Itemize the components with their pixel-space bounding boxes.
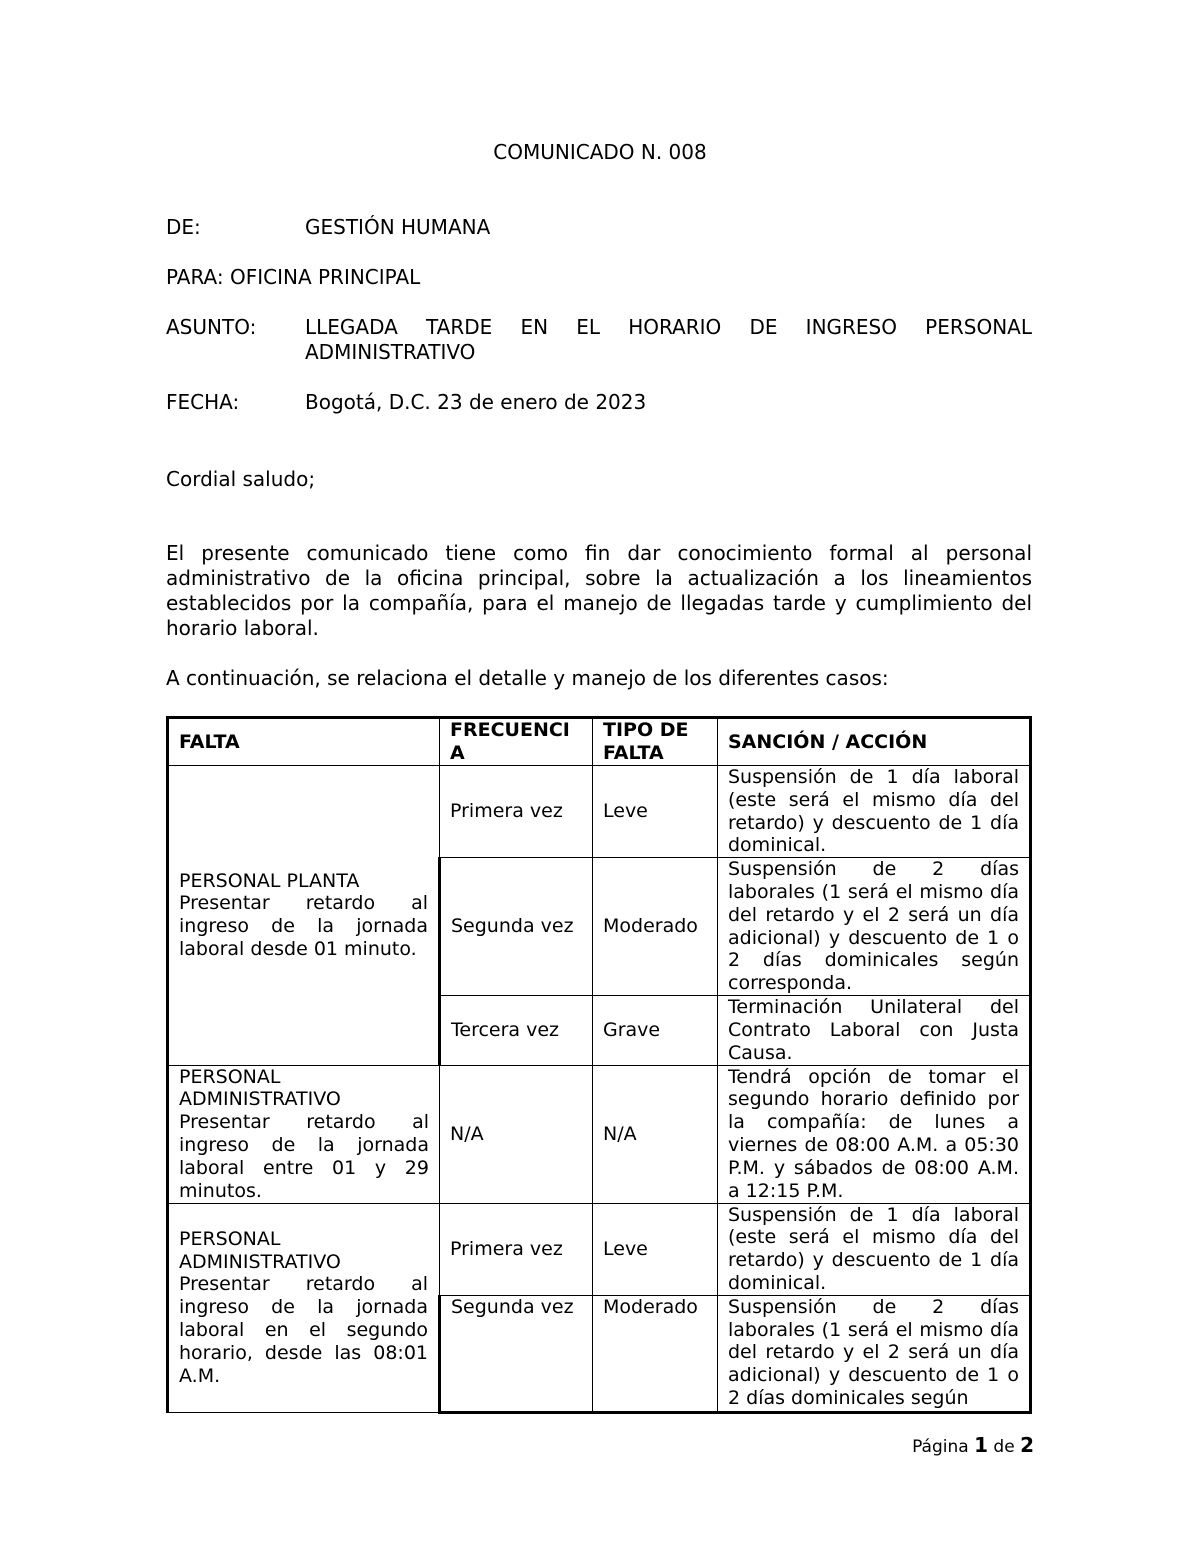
- para-field: PARA: OFICINA PRINCIPAL: [166, 265, 421, 289]
- page-word: Página: [912, 1437, 969, 1457]
- page-total: 2: [1020, 1433, 1034, 1457]
- falta-title: PERSONAL ADMINISTRATIVO: [179, 1227, 341, 1273]
- sancion-cell: Suspensión de 2 días laborales (1 será el mismo día del retardo y el 2 será un día adicional) y descuento de 1 o 2 días dominicales según: [718, 1295, 1031, 1412]
- tipo-cell: N/A: [593, 1065, 718, 1203]
- header-tipo: TIPO DE FALTA: [593, 718, 718, 766]
- falta-cell: [168, 1203, 440, 1412]
- fecha-field: [166, 390, 1032, 415]
- greeting: Cordial saludo;: [166, 467, 316, 491]
- tipo-cell: Moderado: [593, 1295, 718, 1412]
- table-header-row: [168, 718, 1031, 766]
- fecha-label: FECHA:: [166, 390, 240, 414]
- asunto-value: LLEGADA TARDE EN EL HORARIO DE INGRESO PERSONAL ADMINISTRATIVO: [305, 315, 1032, 364]
- falta-description: Presentar retardo al ingreso de la jornada laboral entre 01 y 29 minutos.: [179, 1111, 429, 1202]
- de-label: DE:: [166, 215, 201, 239]
- frecuencia-cell: Tercera vez: [440, 996, 593, 1065]
- page-footer: [912, 1433, 1034, 1457]
- body-paragraph: El presente comunicado tiene como fin dar conocimiento formal al personal administrativo de la oficina principal, sobre la actualización a los lineamientos establecidos por la compañía, para el manejo de llegadas tarde y cumplimiento del horario laboral.: [166, 541, 1032, 640]
- sancion-cell: Suspensión de 1 día laboral (este será el mismo día del retardo) y descuento de 1 día dominical.: [718, 766, 1031, 858]
- page-current: 1: [974, 1433, 989, 1457]
- tipo-cell: Moderado: [593, 858, 718, 996]
- table-row: [168, 1065, 1031, 1203]
- table-row: [168, 1203, 1031, 1295]
- falta-description: Presentar retardo al ingreso de la jornada laboral desde 01 minuto.: [179, 892, 428, 961]
- header-sancion: SANCIÓN / ACCIÓN: [718, 718, 1031, 766]
- fecha-value: Bogotá, D.C. 23 de enero de 2023: [305, 390, 647, 414]
- faltas-table: [166, 716, 1032, 1414]
- frecuencia-cell: N/A: [440, 1065, 593, 1203]
- intro-text: A continuación, se relaciona el detalle y manejo de los diferentes casos:: [166, 666, 889, 690]
- tipo-cell: Leve: [593, 766, 718, 858]
- frecuencia-cell: Segunda vez: [440, 1295, 593, 1412]
- sancion-cell: Terminación Unilateral del Contrato Laboral con Justa Causa.: [718, 996, 1031, 1065]
- frecuencia-cell: Primera vez: [440, 766, 593, 858]
- sancion-cell: Tendrá opción de tomar el segundo horario definido por la compañía: de lunes a viernes de 08:00 A.M. a 05:30 P.M. y sábados de 08:00 A.M. a 12:15 P.M.: [718, 1065, 1031, 1203]
- header-falta: FALTA: [168, 718, 440, 766]
- de-field: [166, 215, 1032, 240]
- falta-title: PERSONAL ADMINISTRATIVO: [179, 1065, 341, 1111]
- falta-cell: [168, 766, 440, 1066]
- document-title: COMUNICADO N. 008: [493, 140, 707, 164]
- falta-cell: [168, 1065, 440, 1203]
- of-word: de: [993, 1437, 1015, 1457]
- asunto-label: ASUNTO:: [166, 315, 257, 339]
- frecuencia-cell: Primera vez: [440, 1203, 593, 1295]
- sancion-cell: Suspensión de 2 días laborales (1 será el mismo día del retardo y el 2 será un día adicional) y descuento de 1 o 2 días dominicales según corresponda.: [718, 858, 1031, 996]
- tipo-cell: Leve: [593, 1203, 718, 1295]
- header-frecuencia: FRECUENCI A: [440, 718, 593, 766]
- falta-description: Presentar retardo al ingreso de la jornada laboral en el segundo horario, desde las 08:01 A.M.: [179, 1273, 428, 1387]
- sancion-cell: Suspensión de 1 día laboral (este será el mismo día del retardo) y descuento de 1 día dominical.: [718, 1203, 1031, 1295]
- tipo-cell: Grave: [593, 996, 718, 1065]
- de-value: GESTIÓN HUMANA: [305, 215, 491, 239]
- frecuencia-cell: Segunda vez: [440, 858, 593, 996]
- falta-title: PERSONAL PLANTA: [179, 869, 360, 892]
- table-row: [168, 766, 1031, 858]
- asunto-field: [166, 315, 1032, 365]
